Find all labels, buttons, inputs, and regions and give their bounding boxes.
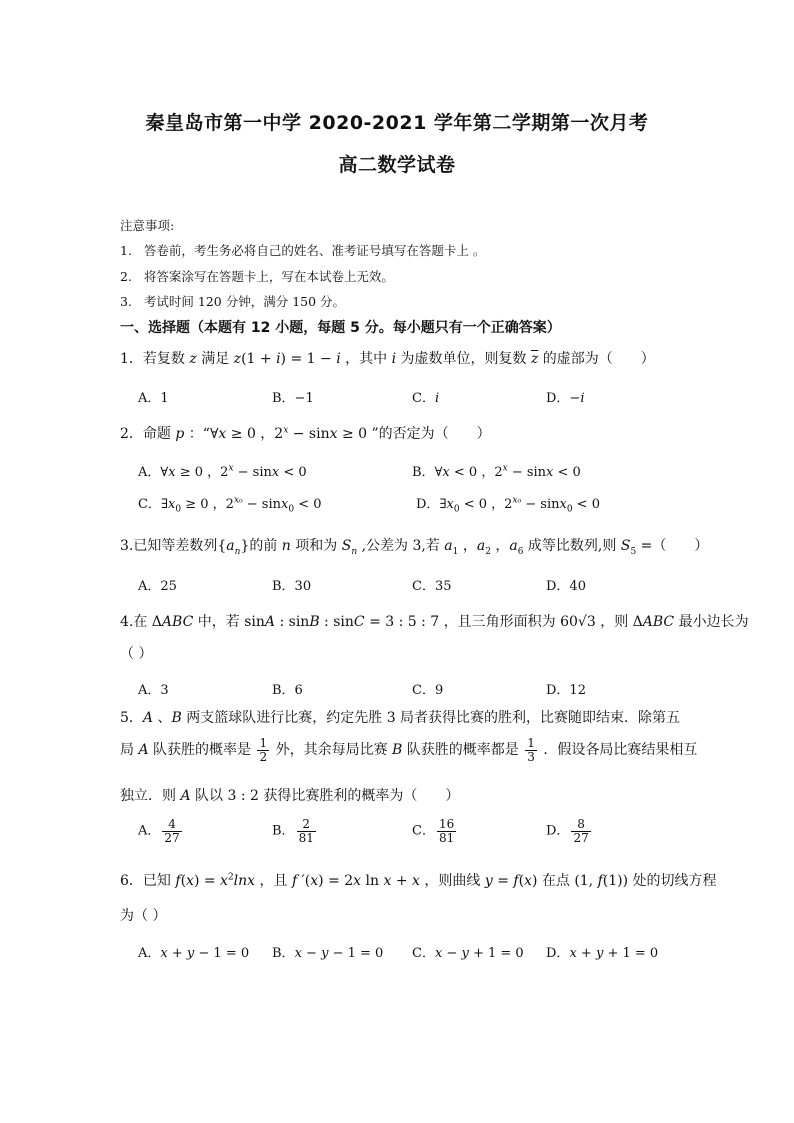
question-6 bbox=[120, 870, 717, 890]
q1-option-d: D．−i bbox=[546, 391, 585, 406]
q4-option-d: D．12 bbox=[546, 683, 586, 698]
q5-option-d: D． $\frac{8}{27}$ bbox=[546, 817, 589, 845]
q5-option-c: C． $\frac{16}{81}$ bbox=[412, 817, 455, 845]
question-6-text: 已知 $f(x) = x^2\ln x$ ，且 f ′(x) = 2x ln x + x ，则曲线 y = f(x) 在点 (1, f(1)) 处的切线方程 bbox=[142, 872, 717, 889]
note-1-text: 答卷前，考生务必将自己的姓名、准考证号填写在答题卡上 。 bbox=[143, 243, 486, 258]
question-6-paren: 为（ ） bbox=[120, 908, 167, 924]
q2-option-d: D．$\exists x_0 < 0$ ，$2^{x_0} - \sin x_0 < 0$ bbox=[416, 495, 600, 515]
question-4 bbox=[120, 611, 749, 631]
question-3 bbox=[120, 535, 708, 557]
question-5-number: 5． bbox=[120, 710, 143, 726]
note-2-text: 将答案涂写在答题卡上，写在本试卷上无效。 bbox=[143, 269, 394, 284]
q5-option-b: B． $\frac{2}{81}$ bbox=[272, 817, 314, 845]
q6-option-a: A．x + y − 1 = 0 bbox=[138, 946, 250, 961]
question-1 bbox=[120, 348, 655, 368]
q2-option-a: A．∀x ≥ 0 ，$2^x - \sin x < 0$ bbox=[138, 463, 307, 480]
question-5-line-3: 独立．则 A 队以 3 : 2 获得比赛胜利的概率为（ ） bbox=[120, 788, 460, 804]
q3-option-a: A．25 bbox=[138, 579, 177, 594]
note-2 bbox=[120, 267, 394, 285]
note-2-num: 2. bbox=[120, 269, 132, 284]
exam-title: 秦皇岛市第一中学 2020-2021 学年第二学期第一次月考 bbox=[145, 112, 649, 134]
question-4-number: 4. bbox=[120, 614, 134, 630]
question-6-number: 6． bbox=[120, 873, 143, 889]
question-2-number: 2． bbox=[120, 426, 143, 442]
q3-option-c: C．35 bbox=[412, 579, 452, 594]
q1-option-c: C．i bbox=[412, 391, 440, 406]
q2-option-c: C．$\exists x_0 \ge 0$ ，$2^{x_0} - \sin x_0 < 0$ bbox=[138, 495, 322, 515]
exam-subtitle: 高二数学试卷 bbox=[338, 154, 456, 176]
q1-option-a: A．1 bbox=[138, 391, 169, 406]
q3-option-b: B．30 bbox=[272, 579, 312, 594]
q3-option-d: D．40 bbox=[546, 579, 586, 594]
question-3-number: 3. bbox=[120, 538, 134, 554]
question-5-line-1 bbox=[120, 707, 680, 727]
q4-option-b: B．6 bbox=[272, 683, 303, 698]
question-4-paren: （ ） bbox=[120, 646, 153, 662]
fraction-third: $\frac{1}{3}$ bbox=[527, 736, 535, 764]
note-3-num: 3. bbox=[120, 294, 132, 309]
q6-option-d: D．x + y + 1 = 0 bbox=[546, 946, 659, 961]
question-1-text: 若复数 z 满足 z(1 + i) = 1 − i ，其中 i 为虚数单位，则复数 $\overline{z}$ 的虚部为（ ） bbox=[142, 351, 655, 367]
question-5-text-1: A 、B 两支篮球队进行比赛，约定先胜 3 局者获得比赛的胜利，比赛随即结束．除第五 bbox=[142, 710, 681, 726]
fraction-half: $\frac{1}{2}$ bbox=[259, 736, 268, 764]
note-3 bbox=[120, 292, 345, 310]
question-3-text: 已知等差数列$\{a_n\}$的前 n 项和为 $S_n$ ,公差为 3,若 $a_1$ ，$a_2$ ，$a_6$ 成等比数列,则 $S_5$ =（ ） bbox=[133, 538, 709, 557]
q2-option-b: B．∀x < 0 ，$2^x - \sin x < 0$ bbox=[412, 463, 581, 480]
question-4-text: 在 ΔABC 中，若 sinA : sinB : sinC = 3 : 5 : 7 ，且三角形面积为 60√3 ，则 ΔABC 最小边长为 bbox=[133, 614, 749, 630]
q5-option-a: A． $\frac{4}{27}$ bbox=[138, 817, 180, 845]
question-1-number: 1． bbox=[120, 351, 143, 367]
note-1 bbox=[120, 241, 485, 259]
question-5-line-2: 局 A 队获胜的概率是 $\frac{1}{2}$ 外，其余每局比赛 B 队获胜的概率都是 $\frac{1}{3}$ ．假设各局比赛结果相互 bbox=[120, 736, 698, 764]
section-heading: 一、选择题（本题有 12 小题，每题 5 分。每小题只有一个正确答案） bbox=[120, 320, 561, 336]
notes-heading: 注意事项: bbox=[120, 218, 175, 233]
note-1-num: 1. bbox=[120, 243, 132, 258]
question-2 bbox=[120, 423, 491, 443]
q1-option-b: B．−1 bbox=[272, 391, 314, 406]
q6-option-c: C．x − y + 1 = 0 bbox=[412, 946, 524, 961]
q6-option-b: B．x − y − 1 = 0 bbox=[272, 946, 384, 961]
q4-option-a: A．3 bbox=[138, 683, 169, 698]
q4-option-c: C．9 bbox=[412, 683, 444, 698]
question-2-text: 命题 p ：“∀x ≥ 0 ，$2^x - \sin x \ge 0$ ”的否定为（ ） bbox=[142, 425, 491, 442]
note-3-text: 考试时间 120 分钟，满分 150 分。 bbox=[143, 294, 346, 309]
